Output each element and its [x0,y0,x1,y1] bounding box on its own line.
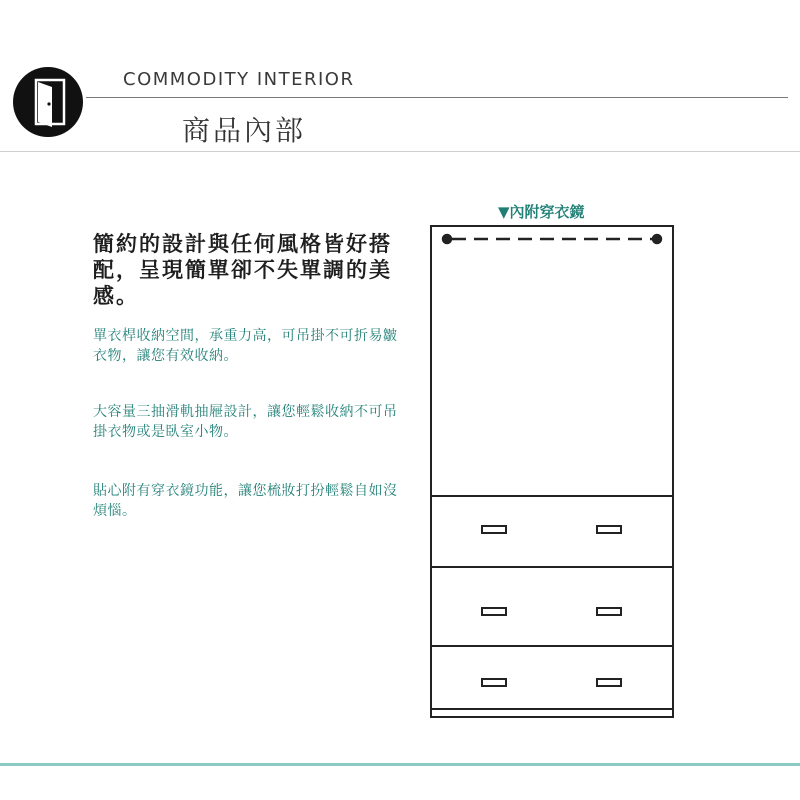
section-subtitle-en: COMMODITY INTERIOR [123,69,355,90]
header-divider [86,97,788,98]
headline: 簡約的設計與任何風格皆好搭配，呈現簡單卻不失單調的美感。 [93,232,392,308]
page-title: 商品內部 [182,114,307,147]
hanging-rod [443,235,661,243]
door-icon [12,66,84,138]
mirror-caption: ▼內附穿衣鏡 [498,203,585,221]
feature-hanging-rod: 單衣桿收納空間，承重力高，可吊掛不可折易皺衣物，讓您有效收納。 [93,328,398,364]
feature-drawers: 大容量三抽滑軌抽屜設計，讓您輕鬆收納不可吊掛衣物或是臥室小物。 [93,404,398,440]
drawer-dividers [431,496,673,709]
wardrobe-diagram [430,225,674,720]
wardrobe-outline [431,226,673,717]
header-bottom-divider [0,151,800,152]
drawer-handles [482,526,621,686]
footer-bar [0,763,800,766]
feature-mirror: 貼心附有穿衣鏡功能，讓您梳妝打扮輕鬆自如沒煩惱。 [93,483,398,519]
